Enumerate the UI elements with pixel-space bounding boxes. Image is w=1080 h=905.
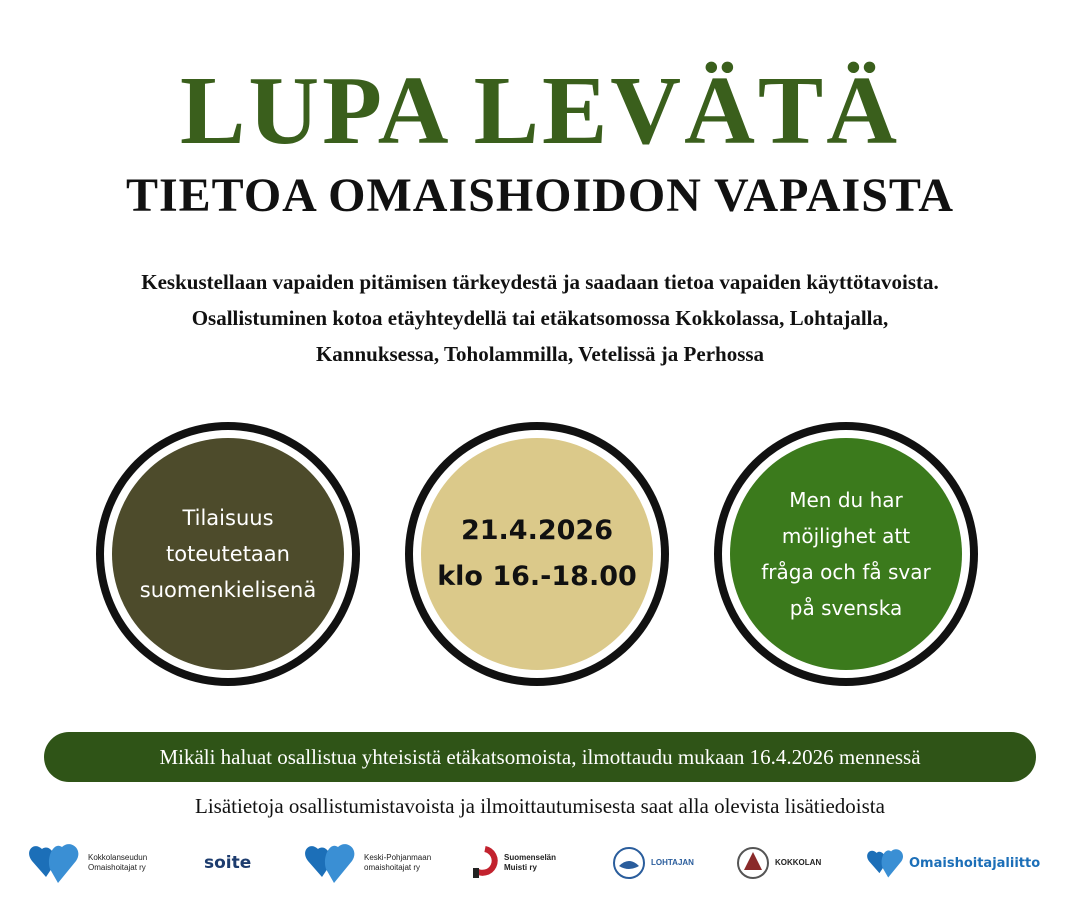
intro-text bbox=[10, 264, 1070, 372]
kokkolan-emblem-icon bbox=[736, 846, 770, 880]
hearts-icon bbox=[304, 841, 358, 885]
circle-line: möjlighet att bbox=[781, 524, 911, 548]
event-time: klo 16.-18.00 bbox=[437, 561, 637, 592]
logo-text: LOHTAJAN bbox=[651, 858, 694, 867]
logo-text: omaishoitajat ry bbox=[364, 863, 421, 872]
swedish-circle bbox=[714, 422, 978, 686]
kokkola-omaishoitajat-logo bbox=[28, 838, 147, 888]
omaishoitajaliitto-logo bbox=[866, 838, 1040, 888]
logo-text: Omaishoitajat ry bbox=[88, 863, 146, 872]
date-circle bbox=[405, 422, 669, 686]
circle-line: Tilaisuus bbox=[182, 506, 274, 530]
muisti-icon bbox=[470, 846, 500, 880]
soite-logo bbox=[204, 838, 251, 888]
partner-logos bbox=[0, 838, 1080, 888]
intro-line: Kannuksessa, Toholammilla, Vetelissä ja Perhossa bbox=[315, 342, 765, 366]
lohtaja-emblem-icon bbox=[612, 846, 646, 880]
logo-text: KOKKOLAN bbox=[775, 858, 822, 867]
intro-line: Osallistuminen kotoa etäyhteydellä tai etäkatsomossa Kokkolassa, Lohtajalla, bbox=[191, 306, 889, 330]
hearts-icon bbox=[866, 847, 906, 879]
circle-line: toteutetaan bbox=[166, 542, 290, 566]
keski-pohjanmaa-logo bbox=[304, 838, 431, 888]
logo-text: Suomenselän bbox=[504, 853, 557, 862]
event-date: 21.4.2026 bbox=[460, 515, 613, 546]
hearts-icon bbox=[28, 841, 82, 885]
intro-line: Keskustellaan vapaiden pitämisen tärkeydestä ja saadaan tietoa vapaiden käyttötavoista. bbox=[141, 270, 939, 294]
logo-text: Muisti ry bbox=[504, 863, 537, 872]
muisti-logo bbox=[470, 838, 556, 888]
registration-banner: Mikäli haluat osallistua yhteisistä etäkatsomoista, ilmottaudu mukaan 16.4.2026 mennessä bbox=[44, 732, 1036, 782]
circle-line: Men du har bbox=[789, 488, 903, 512]
logo-text: Keski-Pohjanmaan bbox=[364, 853, 432, 862]
soite-wordmark: soite bbox=[204, 853, 252, 873]
logo-text: Omaishoitajaliitto bbox=[909, 855, 1041, 871]
circle-line: på svenska bbox=[789, 596, 903, 620]
page-subtitle: TIETOA OMAISHOIDON VAPAISTA bbox=[125, 169, 955, 222]
page-title: LUPA LEVÄTÄ bbox=[179, 57, 900, 165]
circle-line: fråga och få svar bbox=[761, 560, 931, 584]
info-text: Lisätietoja osallistumistavoista ja ilmoittautumisesta saat alla olevista lisätiedoista bbox=[195, 794, 885, 818]
circle-line: suomenkielisenä bbox=[139, 578, 317, 602]
logo-text: Kokkolanseudun bbox=[88, 853, 148, 862]
language-circle bbox=[96, 422, 360, 686]
kokkolan-logo bbox=[736, 838, 821, 888]
lohtaja-logo bbox=[612, 838, 694, 888]
